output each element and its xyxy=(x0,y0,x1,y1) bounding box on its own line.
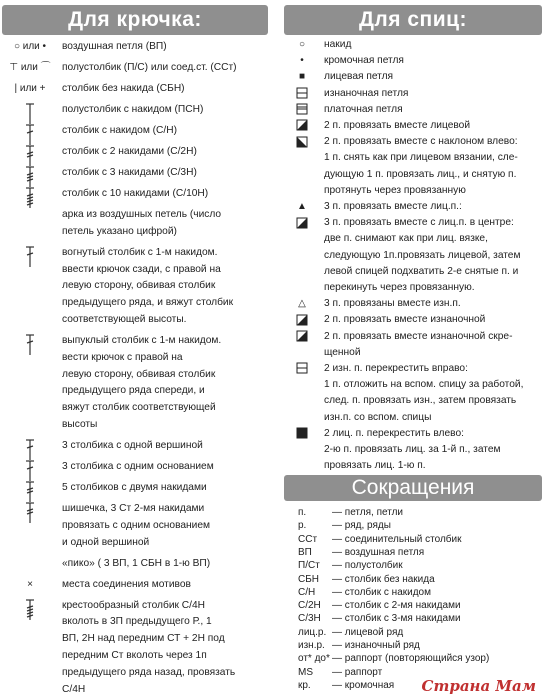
purl-stitch-icon xyxy=(284,86,320,102)
legend-description xyxy=(324,329,538,361)
k3tog-icon: ▲ xyxy=(297,201,307,212)
abbreviation-key: С/3Н xyxy=(298,613,321,625)
legend-text-line: места соединения мотивов xyxy=(62,578,191,590)
legend-description xyxy=(324,361,538,426)
abbreviation-meaning: — петля, петли xyxy=(332,507,404,518)
legend-text-line: и одной вершиной xyxy=(62,536,150,548)
legend-text-line: 2 изн. п. перекрестить вправо: xyxy=(324,363,468,374)
k2tog-icon xyxy=(284,118,320,134)
legend-text-line: 2 п. провязать вместе лицевой xyxy=(324,120,471,131)
legend-description xyxy=(324,199,538,215)
abbreviation-meaning: — изнаночный ряд xyxy=(332,640,420,651)
abbreviations-header: Сокращения xyxy=(284,475,542,501)
legend-text-line: столбик с 10 накидами (С/10Н) xyxy=(62,188,209,199)
abbreviation-key: от* до* xyxy=(298,653,330,665)
knit-stitch-icon: ■ xyxy=(298,71,306,83)
legend-text-line: след. п. провязать изн., затем провязать xyxy=(324,395,517,407)
knitting-header: Для спиц: xyxy=(284,5,542,35)
abbreviation-meaning: — полустолбик xyxy=(332,560,403,572)
legend-text-line: провязать лиц. 1-ю п. xyxy=(324,460,426,472)
cross-right-icon xyxy=(284,361,320,377)
abbreviation-meaning: — воздушная петля xyxy=(332,546,425,558)
abbreviation-key: изн.р. xyxy=(298,640,325,651)
legend-text-line: ввести крючок сзади, с правой на xyxy=(62,263,221,275)
legend-text-line: вогнутый столбик с 1-м накидом. xyxy=(62,246,218,258)
legend-text-line: провязать с одним основанием xyxy=(62,519,211,531)
legend-description xyxy=(62,501,268,551)
legend-text-line: полустолбик с накидом (ПСН) xyxy=(62,104,204,115)
legend-text-line: следующую 1п.провязать лицевой, затем xyxy=(324,249,521,261)
legend-description xyxy=(62,598,268,699)
crochet-column xyxy=(0,0,270,695)
legend-description xyxy=(62,123,268,140)
single-crochet-icon: | или + xyxy=(14,83,46,94)
legend-text-line: лицевая петля xyxy=(324,71,394,83)
edge-stitch-icon: • xyxy=(300,55,304,67)
legend-text-line: воздушная петля (ВП) xyxy=(62,41,167,52)
legend-description xyxy=(324,102,538,118)
legend-text-line: крестообразный столбик С/4Н xyxy=(62,599,206,611)
legend-text-line: петель указано цифрой) xyxy=(62,225,177,237)
legend-description xyxy=(324,312,538,328)
front-post-stitch-icon xyxy=(2,333,58,357)
crossed-stitch-icon xyxy=(2,598,58,622)
abbreviation-key: MS xyxy=(298,666,313,678)
legend-text-line: предыдущего ряда, и вяжут столбик xyxy=(62,297,234,309)
ssk-icon xyxy=(284,134,320,150)
legend-description xyxy=(62,186,268,203)
bobble-icon xyxy=(2,501,58,525)
legend-text-line: шишечка, 3 Ст 2-мя накидами xyxy=(62,503,205,514)
abbreviation-key: п. xyxy=(298,507,307,518)
p2tog-icon xyxy=(284,312,320,328)
abbreviation-key: СБН xyxy=(298,573,320,585)
abbreviation-meaning: — столбик с 2-мя накидами xyxy=(332,600,461,612)
legend-description xyxy=(324,118,538,134)
yarn-over-icon: ○ xyxy=(298,39,306,50)
legend-text-line: левой спицей подхватить 2-е снятые п. и xyxy=(324,265,519,277)
legend-text-line: 2 лиц. п. перекрестить влево: xyxy=(324,427,464,439)
legend-description xyxy=(324,215,538,296)
legend-text-line: протянуть через провязанную xyxy=(324,184,466,196)
legend-text-line: передним Ст вколоть через 1п xyxy=(62,649,207,661)
abbreviation-key: лиц.р. xyxy=(298,626,327,638)
legend-text-line: 3 п. провязать вместе лиц.п.: xyxy=(324,201,462,212)
abbreviation-meaning: — столбик с 3-мя накидами xyxy=(332,613,461,625)
legend-description xyxy=(62,459,268,476)
legend-text-line: С/4Н xyxy=(62,683,86,695)
legend-text-line: вести крючок с правой на xyxy=(62,351,183,363)
abbreviation-key: р. xyxy=(298,520,307,532)
legend-text-line: платочная петля xyxy=(324,103,403,115)
legend-text-line: вколоть в 3П предыдущего Р., 1 xyxy=(62,616,212,628)
legend-description xyxy=(62,438,268,455)
legend-description xyxy=(324,426,538,475)
legend-description xyxy=(324,53,538,69)
ten-yarnover-icon xyxy=(2,186,58,210)
legend-text-line: 1 п. снять как при лицевом вязании, сле- xyxy=(324,152,518,164)
abbreviation-key: кр. xyxy=(298,679,311,691)
legend-text-line: арка из воздушных петель (число xyxy=(62,209,222,220)
legend-text-line: 5 столбиков с двумя накидами xyxy=(62,482,207,493)
legend-text-line: предыдущего ряда назад, провязать xyxy=(62,666,236,678)
legend-text-line: выпуклый столбик с 1-м накидом. xyxy=(62,335,222,346)
legend-text-line: перекинуть через провязанную. xyxy=(324,282,475,293)
watermark: Страна Мам xyxy=(421,677,536,695)
abbreviation-meaning: — лицевой ряд xyxy=(332,626,404,638)
legend-description xyxy=(324,86,538,102)
legend-description xyxy=(324,296,538,312)
legend-text-line: столбик без накида (СБН) xyxy=(62,83,185,94)
legend-text-line: две п. снимают как при лиц. вязке, xyxy=(324,233,488,245)
join-icon: × xyxy=(27,578,33,590)
abbreviation-meaning: — столбик с накидом xyxy=(332,586,431,598)
legend-text-line: «пико» ( 3 ВП, 1 СБН в 1-ю ВП) xyxy=(62,557,211,569)
cross-left-icon xyxy=(284,426,320,442)
legend-text-line: 3 столбика с одним основанием xyxy=(62,461,214,472)
legend-description xyxy=(62,60,268,77)
legend-text-line: 3 столбика с одной вершиной xyxy=(62,440,203,451)
abbreviation-key: П/Ст xyxy=(298,560,320,572)
abbreviation-meaning: — раппорт (повторяющийся узор) xyxy=(332,653,490,665)
abbreviation-key: С/Н xyxy=(298,586,316,598)
p2tog-crossed-icon xyxy=(284,329,320,345)
legend-text-line: 3 п. провязаны вместе изн.п. xyxy=(324,298,461,310)
abbreviation-key: ВП xyxy=(298,546,312,558)
legend-text-line: столбик с 3 накидами (С/3Н) xyxy=(62,167,197,178)
legend-text-line: 2 п. провязать вместе изнаночной xyxy=(324,314,486,326)
abbreviation-meaning: — столбик без накида xyxy=(332,573,435,585)
legend-text-line: 2 п. провязать вместе изнаночной скре- xyxy=(324,330,513,342)
legend-text-line: 3 п. провязать вместе с лиц.п. в центре: xyxy=(324,217,514,229)
abbreviation-key: ССт xyxy=(298,533,318,545)
legend-text-line: столбик с накидом (С/Н) xyxy=(62,125,177,136)
abbreviation-meaning: — раппорт xyxy=(332,666,383,678)
legend-description xyxy=(62,556,268,573)
legend-description xyxy=(62,577,268,594)
legend-text-line: ВП, 2Н над передним СТ + 2Н под xyxy=(62,633,225,645)
slip-stitch-icon: ⊤ или ⌒ xyxy=(9,62,51,73)
legend-text-line: 2 п. провязать вместе с наклоном влево: xyxy=(324,136,518,148)
legend-text-line: высоты xyxy=(62,418,98,430)
legend-text-line: соответствующей высоты. xyxy=(62,313,187,325)
legend-description xyxy=(62,144,268,161)
abbreviation-meaning: — соединительный столбик xyxy=(332,533,462,545)
legend-text-line: накид xyxy=(324,39,352,50)
legend-text-line: вяжут столбик соответствующей xyxy=(62,402,216,414)
legend-description xyxy=(62,480,268,497)
crochet-header: Для крючка: xyxy=(2,5,268,35)
legend-text-line: полустолбик (П/С) или соед.ст. (ССт) xyxy=(62,62,237,73)
legend-description xyxy=(62,102,268,119)
legend-description xyxy=(324,69,538,85)
legend-text-line: левую сторону, обвивая столбик xyxy=(62,280,216,292)
legend-description xyxy=(62,207,268,241)
legend-description xyxy=(62,333,268,434)
back-post-stitch-icon xyxy=(2,245,58,269)
legend-text-line: левую сторону, обвивая столбик xyxy=(62,368,216,380)
legend-description xyxy=(62,165,268,182)
legend-description xyxy=(324,134,538,199)
legend-text-line: 1 п. отложить на вспом. спицу за работой, xyxy=(324,379,524,391)
legend-text-line: 2-ю п. провязать лиц. за 1-й п., затем xyxy=(324,444,501,455)
legend-text-line: предыдущего ряда спереди, и xyxy=(62,385,205,397)
abbreviation-key: С/2Н xyxy=(298,600,321,612)
legend-text-line: изн.п. со вспом. спицы xyxy=(324,411,432,423)
abbreviation-meaning: — ряд, ряды xyxy=(332,520,391,532)
garter-stitch-icon xyxy=(284,102,320,118)
p3tog-icon: △ xyxy=(298,298,306,310)
legend-description xyxy=(62,39,268,56)
legend-description xyxy=(62,245,268,329)
chain-stitch-icon: ○ или • xyxy=(13,41,47,52)
legend-description xyxy=(62,81,268,98)
legend-description xyxy=(324,37,538,53)
legend-text-line: щенной xyxy=(324,346,361,358)
abbreviation-meaning: — кромочная xyxy=(332,679,395,691)
legend-text-line: дующую 1 п. провязать лиц., и снятую п. xyxy=(324,168,517,180)
legend-text-line: столбик с 2 накидами (С/2Н) xyxy=(62,146,197,157)
central-decrease-icon xyxy=(284,215,320,231)
legend-text-line: изнаночная петля xyxy=(324,87,409,99)
legend-text-line: кромочная петля xyxy=(324,55,404,67)
